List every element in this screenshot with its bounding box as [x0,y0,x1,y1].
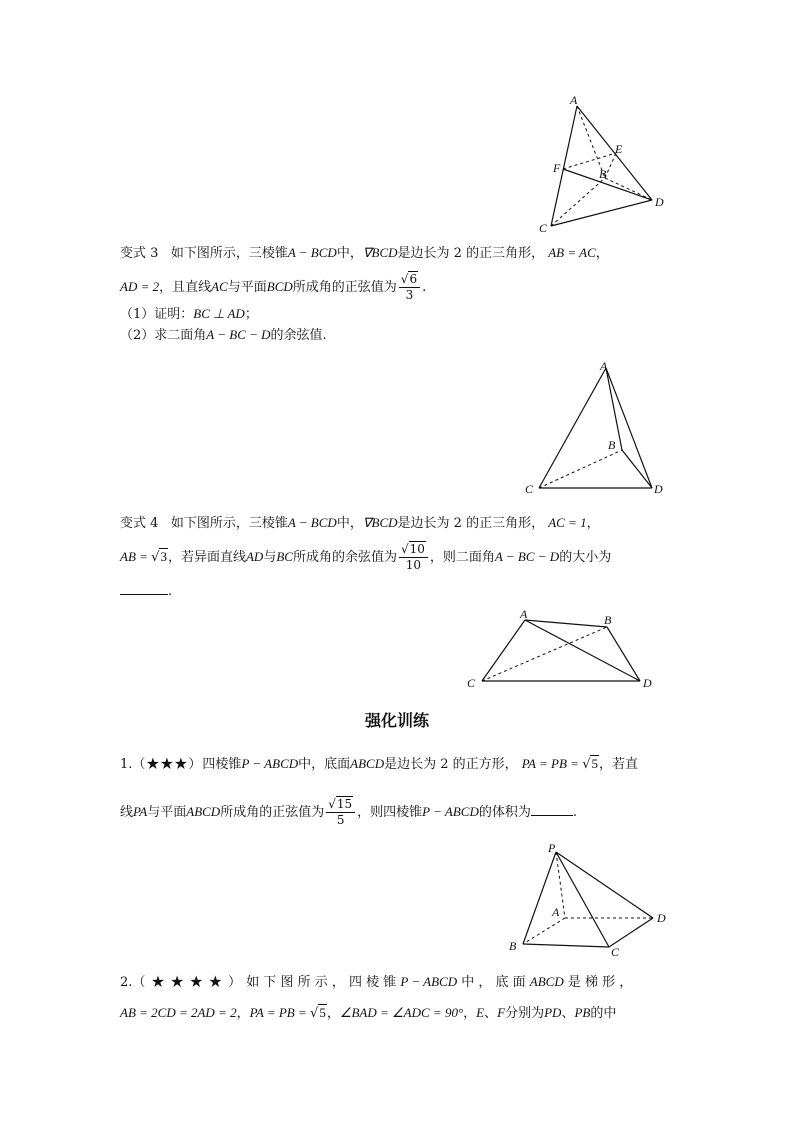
edge-AD [606,368,652,488]
vertex-label-B: B [599,167,607,181]
vertex-label-A: A [600,359,608,373]
text: 四棱锥 [202,757,242,772]
math: BCD [266,279,293,294]
problem-number: 1. [120,757,133,772]
figure-3-tetrahedron [465,605,665,695]
text: 如下图所示，三棱锥 [170,246,288,261]
vertex-label-A: A [570,93,578,107]
vertex-label-B: B [604,613,612,627]
math: A − BC − D [494,549,560,564]
frac-num: 6 [409,272,418,286]
text: 、 [484,1006,498,1021]
figure-2-tetrahedron [520,358,680,503]
math: PB [574,1005,591,1020]
text: 所成角的正弦值为 [220,805,325,820]
text: 如 下 图 所 示 ， 四 棱 锥 [246,975,397,990]
edge-AD [525,620,640,681]
text: . [422,280,427,295]
math: AB = 2CD = 2AD = 2 [120,1005,237,1020]
math: PD [544,1005,562,1020]
text: 的大小为 [559,550,612,565]
text: ， [595,246,609,261]
text: ，若异面直线 [167,550,246,565]
sqrt-value: 5 [591,756,598,771]
math: ∠BAD = ∠ADC = 90° [339,1005,464,1020]
problem-2-line-1 [120,973,632,992]
text: 所成角的正弦值为 [292,280,397,295]
figure-4-pyramid [505,838,685,958]
vertex-label-F: F [553,161,561,175]
text: ，若直 [598,757,638,772]
text: ，且直线 [159,280,212,295]
problem-v4-line-2: AB = √3，若异面直线AD与BC所成角的余弦值为 $\frac{√10}{10}$ ，则二面角A − BC − D的大小为 [120,542,612,572]
difficulty-stars: （★★★） [132,757,203,772]
frac-den: 10 [405,558,422,572]
text: （2）求二面角 [120,328,207,343]
edge-AC [539,368,606,488]
problem-v3-line-1 [120,244,609,263]
text: 与 [263,550,277,565]
text: 是边长为 2 的正三角形， [397,246,545,261]
edge-BE [605,153,616,178]
math: AD = 2 [120,279,160,294]
edge-PC [556,852,609,947]
edge-FD [563,169,652,200]
math: PA = PB = [249,1005,311,1020]
text: 、 [561,1006,575,1021]
text: 中 ， 底 面 [461,975,526,990]
text: ，则二面角 [429,550,495,565]
vertex-label-P: P [548,841,556,855]
text: ， [463,1006,477,1021]
math: BC ⊥ AD [193,306,245,321]
text: 是 梯 形 ， [567,975,633,990]
text: （1）证明： [120,307,194,322]
text: 的中 [590,1006,617,1021]
vertex-label-A: A [520,607,528,621]
math: AB = AC [548,245,596,260]
edge-BD [622,450,652,488]
edge-PD [556,852,653,918]
text: 中， [336,516,363,531]
math: ABCD [529,974,564,989]
text: ； [244,307,258,322]
frac-den: 3 [405,288,414,302]
problem-v4-line-3 [120,582,172,601]
fraction-sqrt15-over-5: $\frac{√15}{5}$ [326,797,355,828]
vertex-label-B: B [509,939,517,953]
vertex-label-D: D [655,195,664,209]
math: AC = 1 [548,515,587,530]
math: ∇BCD [362,515,398,530]
text: ，则四棱锥 [357,805,423,820]
math: P − ABCD [241,756,299,771]
section-title: 强化训练 [364,711,429,730]
text: ， [326,1006,340,1021]
problem-1-line-1: 1.（★★★）四棱锥P − ABCD中，底面ABCD是边长为 2 的正方形， PA = PB = √5，若直 [120,756,638,772]
frac-den: 5 [336,813,345,827]
math: F [497,1005,506,1020]
vertex-label-C: C [525,482,534,496]
text: . [168,584,173,599]
vertex-label-D: D [654,482,663,496]
problem-2-line-2: AB = 2CD = 2AD = 2，PA = PB = √5，∠BAD = ∠ADC = 90°，E、F分别为PD、PB的中 [120,1005,617,1021]
text: 的余弦值. [270,328,327,343]
sqrt-value: 3 [160,549,167,564]
text: 中，底面 [298,757,351,772]
problem-number: 2. [120,975,133,990]
vertex-label-C: C [539,221,548,235]
math: E [476,1005,485,1020]
text: 与平面 [147,805,187,820]
text: ， [586,516,600,531]
problem-v4-line-1 [120,514,600,533]
text: 中， [336,246,363,261]
math: PA = PB = [521,756,583,771]
difficulty-stars: （ ★ ★ ★ ★ ） [132,975,243,990]
math: P − ABCD [400,974,458,989]
fraction-sqrt10-over-10: $\frac{√10}{10}$ [399,542,428,573]
edge-CD [609,918,653,947]
vertex-label-C: C [467,676,476,690]
text: 分别为 [505,1006,545,1021]
problem-v3-line-2 [120,272,426,303]
problem-1-line-2 [120,797,577,828]
math: A − BCD [287,245,337,260]
answer-blank[interactable] [531,803,573,816]
vertex-label-E: E [615,142,623,156]
text: 所成角的余弦值为 [292,550,397,565]
math: BC [276,549,293,564]
problem-v3-label: 变式 3 [120,246,159,261]
math: P − ABCD [422,804,479,819]
math: ∇BCD [362,245,398,260]
problem-v3-q2 [120,326,327,345]
text: 是边长为 2 的正三角形， [397,516,545,531]
figure-1-tetrahedron [530,92,680,242]
edge-BC [523,944,609,947]
math: A − BC − D [206,327,271,342]
vertex-label-C: C [611,945,620,959]
vertex-label-D: D [657,911,666,925]
answer-blank[interactable] [120,582,168,595]
math: AB = [120,549,152,564]
math: PA [133,804,148,819]
problem-v3-q1 [120,305,258,324]
text: 线 [120,805,134,820]
edge-AC [482,620,525,681]
math: AD [245,549,264,564]
edge-PB [523,852,556,944]
text: 的体积为 [478,805,531,820]
edge-BD [605,178,652,200]
vertex-label-D: D [643,676,652,690]
math: ABCD [350,756,385,771]
text: 与平面 [227,280,267,295]
text: . [572,805,578,820]
math: AC [211,279,228,294]
frac-num: 15 [336,797,353,811]
edge-FE [563,153,616,169]
text: ， [236,1006,250,1021]
edge-AB [523,918,565,944]
math: A − BCD [287,515,337,530]
text: 如下图所示，三棱锥 [170,516,288,531]
edge-CB [539,450,622,488]
sqrt-value: 5 [319,1005,326,1020]
problem-v4-label: 变式 4 [120,516,159,531]
fraction-sqrt6-over-3: $\frac{√6}{3}$ [399,272,420,303]
frac-num: 10 [409,542,425,556]
vertex-label-B: B [608,438,616,452]
math: ABCD [186,804,221,819]
text: 是边长为 2 的正方形， [384,757,518,772]
vertex-label-A: A [552,905,560,919]
